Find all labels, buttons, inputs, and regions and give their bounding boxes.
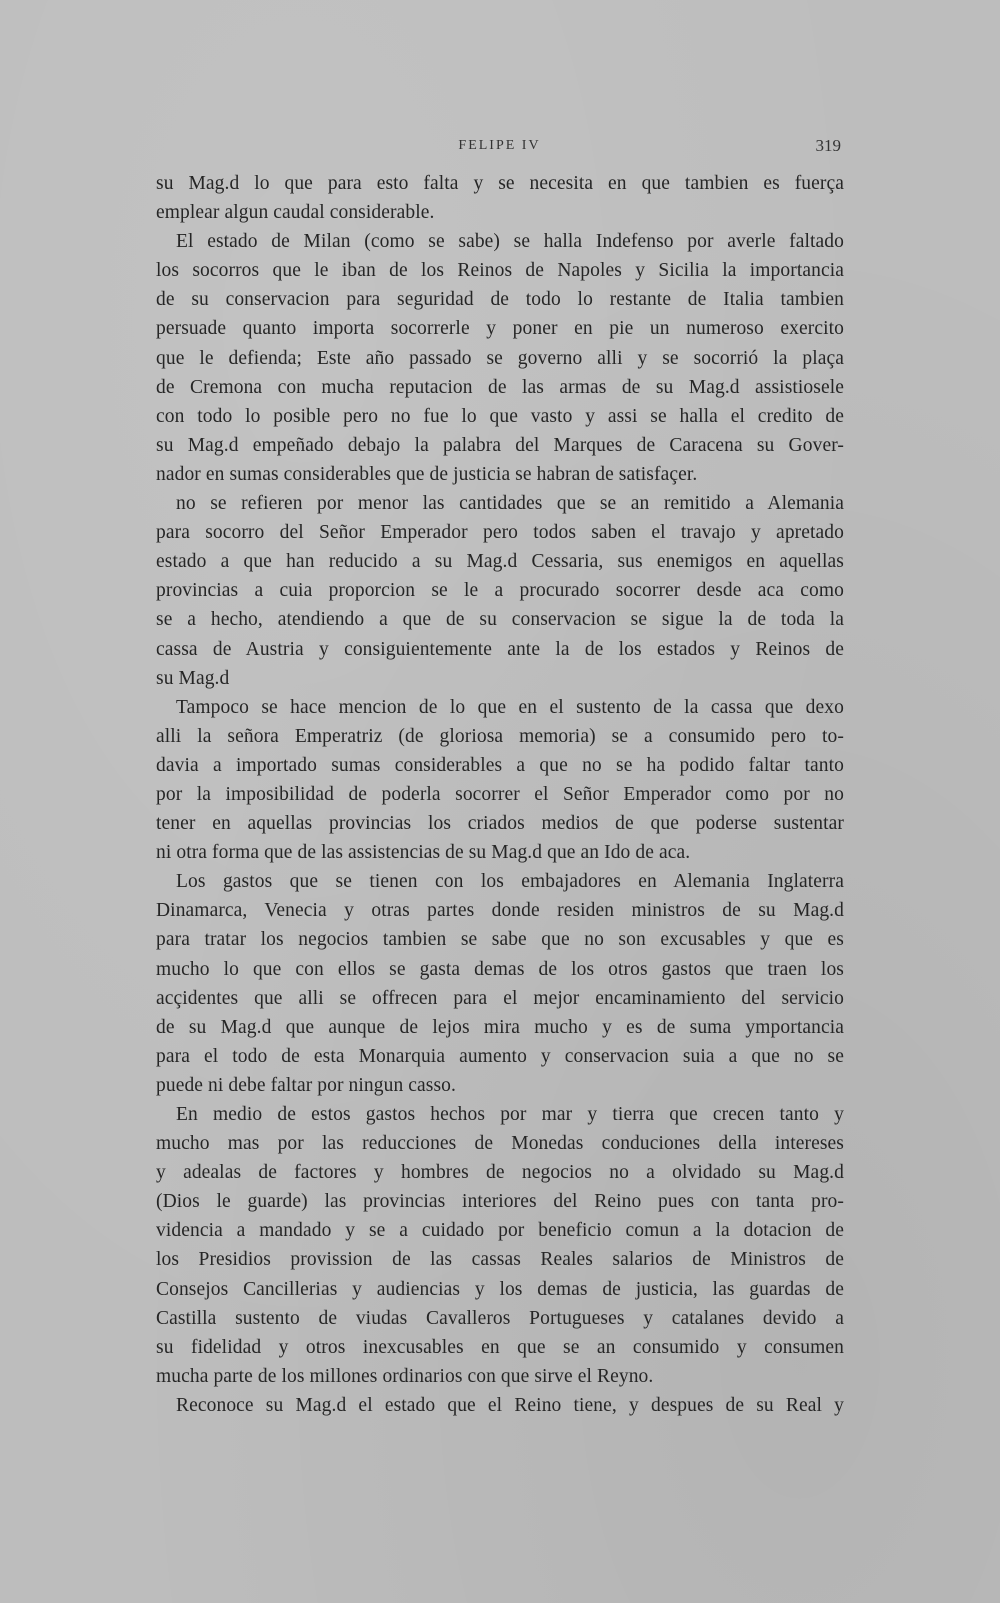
text-line: puede ni debe faltar por ningun casso. — [156, 1074, 456, 1096]
text-line: su Mag.d lo que para esto falta y se necesita en que tambien es fuerça — [156, 173, 844, 194]
text-line: su Mag.d — [156, 667, 230, 689]
text-line: de su Mag.d que aunque de lejos mira mucho y es de suma ymportancia — [156, 1016, 844, 1038]
text-line: persuade quanto importa socorrerle y poner en pie un numeroso exercito — [156, 318, 844, 340]
text-line: Dinamarca, Venecia y otras partes donde residen ministros de su Mag.d — [156, 900, 844, 922]
text-line: con todo lo posible pero no fue lo que vasto y assi se halla el credito de — [156, 405, 844, 427]
text-line: tener en aquellas provincias los criados medios de que poderse sustentar — [156, 813, 844, 835]
text-line: El estado de Milan (como se sabe) se halla Indefenso por averle faltado — [176, 231, 844, 253]
text-line: y adealas de factores y hombres de negocios no a olvidado su Mag.d — [156, 1162, 844, 1184]
text-line: alli la señora Emperatriz (de gloriosa memoria) se a consumido pero to- — [156, 725, 844, 747]
text-line: Reconoce su Mag.d el estado que el Reino tiene, y despues de su Real y — [176, 1394, 844, 1416]
text-line: Tampoco se hace mencion de lo que en el sustento de la cassa que dexo — [176, 696, 844, 718]
text-line: acçidentes que alli se offrecen para el mejor encaminamiento del servicio — [156, 987, 844, 1009]
text-line: mucho lo que con ellos se gasta demas de los otros gastos que traen los — [156, 958, 844, 980]
text-line: En medio de estos gastos hechos por mar y tierra que crecen tanto y — [176, 1104, 844, 1125]
text-line: estado a que han reducido a su Mag.d Cessaria, sus enemigos en aquellas — [156, 551, 844, 573]
running-head — [158, 138, 841, 160]
text-line: su fidelidad y otros inexcusables en que se an consumido y consumen — [156, 1336, 844, 1358]
text-line: su Mag.d empeñado debajo la palabra del Marques de Caracena su Gover- — [156, 434, 844, 456]
text-line: para el todo de esta Monarquia aumento y conservacion suia a que no se — [156, 1045, 844, 1067]
text-line: los Presidios provission de las cassas Reales salarios de Ministros de — [156, 1249, 844, 1271]
text-line: Castilla sustento de viudas Cavalleros Portugueses y catalanes devido a — [156, 1307, 844, 1329]
text-line: para tratar los negocios tambien se sabe que no son excusables y que es — [156, 929, 844, 951]
running-title: FELIPE IV — [458, 138, 541, 153]
text-line: los socorros que le iban de los Reinos de Napoles y Sicilia la importancia — [156, 260, 844, 282]
text-line: davia a importado sumas considerables a que no se ha podido faltar tanto — [156, 754, 844, 776]
text-line: mucho mas por las reducciones de Monedas conduciones della intereses — [156, 1133, 844, 1155]
text-line: no se refieren por menor las cantidades que se an remitido a Alemania — [176, 493, 844, 515]
text-line: se a hecho, atendiendo a que de su conservacion se sigue la de toda la — [156, 609, 844, 631]
text-line: emplear algun caudal considerable. — [156, 202, 435, 224]
text-line: provincias a cuia proporcion se le a procurado socorrer desde aca como — [156, 580, 844, 602]
body-text — [156, 169, 844, 1420]
text-line: por la imposibilidad de poderla socorrer el Señor Emperador como por no — [156, 783, 844, 805]
text-line: que le defienda; Este año passado se governo alli y se socorrió la plaça — [156, 347, 844, 369]
page-number: 319 — [815, 136, 841, 155]
text-line: de Cremona con mucha reputacion de las armas de su Mag.d assistiosele — [156, 376, 844, 398]
text-line: ni otra forma que de las assistencias de su Mag.d que an Ido de aca. — [156, 842, 691, 864]
text-line: (Dios le guarde) las provincias interiores del Reino pues con tanta pro- — [156, 1191, 844, 1213]
text-line: mucha parte de los millones ordinarios con que sirve el Reyno. — [156, 1365, 654, 1387]
text-line: cassa de Austria y consiguientemente ante la de los estados y Reinos de — [156, 638, 844, 660]
text-line: videncia a mandado y se a cuidado por beneficio comun a la dotacion de — [156, 1220, 844, 1242]
text-line: nador en sumas considerables que de justicia se habran de satisfaçer. — [156, 463, 698, 485]
text-line: de su conservacion para seguridad de todo lo restante de Italia tambien — [156, 289, 844, 311]
text-line: para socorro del Señor Emperador pero todos saben el travajo y apretado — [156, 522, 844, 544]
text-line: Consejos Cancillerias y audiencias y los demas de justicia, las guardas de — [156, 1278, 844, 1300]
text-line: Los gastos que se tienen con los embajadores en Alemania Inglaterra — [176, 871, 844, 893]
